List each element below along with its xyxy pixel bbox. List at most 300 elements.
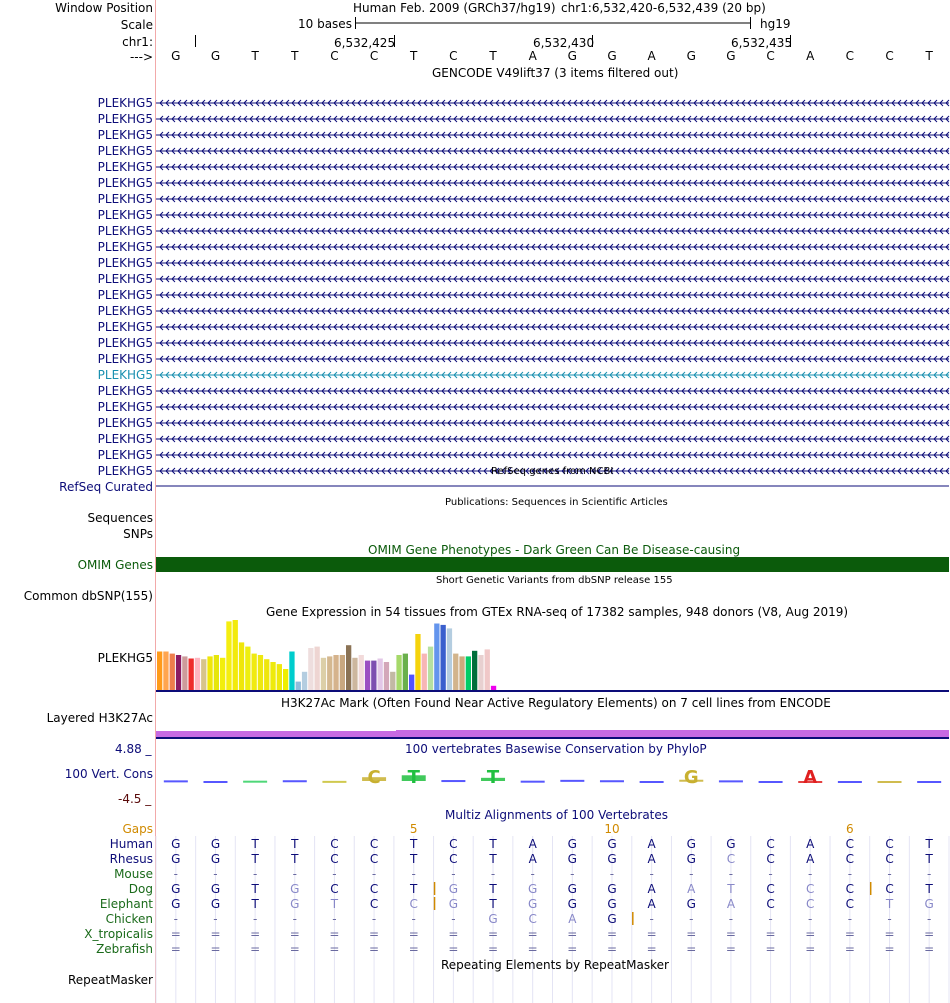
- aligned-base: C: [845, 837, 855, 851]
- aligned-base: =: [765, 927, 776, 941]
- aligned-base: T: [489, 852, 497, 866]
- dbsnp-label[interactable]: Common dbSNP(155): [23, 589, 153, 603]
- conservation-bar: [441, 780, 465, 782]
- repeatmasker-label[interactable]: RepeatMasker: [67, 973, 153, 987]
- conservation-bar: [322, 781, 346, 783]
- gtex-bar: [447, 628, 452, 690]
- aligned-base: A: [647, 882, 656, 896]
- gencode-row-label: PLEKHG5: [97, 448, 153, 462]
- sequence-base: G: [210, 49, 221, 63]
- aligned-base: G: [171, 837, 181, 851]
- aligned-base: -: [530, 867, 535, 881]
- aligned-base: G: [567, 852, 577, 866]
- aligned-base: G: [290, 897, 300, 911]
- aligned-base: -: [649, 867, 654, 881]
- conservation-bar: [203, 781, 227, 783]
- gencode-row-label: PLEKHG5: [97, 432, 153, 446]
- aligned-base: G: [210, 852, 221, 866]
- aligned-base: A: [726, 897, 736, 911]
- aligned-base: G: [488, 912, 498, 926]
- aligned-base: =: [646, 927, 657, 941]
- aligned-base: G: [607, 837, 617, 851]
- aligned-base: C: [449, 852, 458, 866]
- conservation-bar: [164, 780, 188, 782]
- aligned-base: T: [925, 837, 933, 851]
- db-label: hg19: [760, 17, 791, 31]
- sequence-base: A: [806, 49, 815, 63]
- aligned-base: G: [171, 882, 181, 896]
- aligned-base: -: [847, 912, 853, 926]
- gtex-bar: [491, 686, 496, 690]
- aligned-base: C: [766, 897, 775, 911]
- gtex-bar: [264, 659, 269, 690]
- sequence-base: C: [845, 49, 855, 63]
- publications-snps-label[interactable]: SNPs: [123, 527, 153, 541]
- aligned-base: C: [806, 882, 815, 896]
- conservation-bar: [283, 780, 307, 782]
- conservation-bar: [719, 780, 743, 782]
- aligned-base: G: [528, 897, 538, 911]
- aligned-base: =: [844, 927, 855, 941]
- aligned-base: C: [449, 837, 458, 851]
- multiz-gaps-label: Gaps: [122, 822, 153, 836]
- species-label: X_tropicalis: [84, 927, 153, 941]
- gtex-bar: [182, 656, 187, 690]
- aligned-base: C: [409, 897, 418, 911]
- aligned-base: T: [925, 852, 933, 866]
- gtex-bar: [214, 655, 219, 690]
- aligned-base: =: [289, 927, 300, 941]
- aligned-base: =: [924, 927, 935, 941]
- scale-label: Scale: [120, 18, 153, 32]
- aligned-base: C: [369, 852, 379, 866]
- gencode-row-label: PLEKHG5: [97, 336, 153, 350]
- h3k27ac-title[interactable]: H3K27Ac Mark (Often Found Near Active Regulatory Elements) on 7 cell lines from ENCODE: [281, 696, 831, 710]
- gencode-row-label: PLEKHG5: [97, 144, 153, 158]
- aligned-base: T: [489, 882, 497, 896]
- aligned-base: -: [411, 912, 416, 926]
- conservation-bar: [243, 781, 267, 783]
- h3k27ac-signal: [396, 730, 949, 737]
- chrom-label: chr1:: [122, 35, 153, 49]
- gtex-bar: [176, 655, 181, 690]
- gencode-row-label: PLEKHG5: [97, 256, 153, 270]
- aligned-base: C: [369, 882, 379, 896]
- aligned-base: -: [887, 867, 892, 881]
- gtex-bar: [315, 647, 320, 690]
- sequence-base: T: [251, 49, 259, 63]
- gtex-bar: [409, 675, 414, 690]
- conservation-logo: T: [407, 767, 420, 788]
- gtex-bar: [371, 661, 376, 690]
- aligned-base: G: [567, 882, 577, 896]
- aligned-base: =: [369, 942, 380, 956]
- aligned-base: -: [332, 867, 337, 881]
- aligned-base: -: [213, 912, 218, 926]
- aligned-base: A: [647, 837, 656, 851]
- aligned-base: =: [329, 942, 340, 956]
- aligned-base: -: [173, 912, 178, 926]
- gtex-bar: [258, 655, 263, 690]
- aligned-base: -: [292, 867, 297, 881]
- aligned-base: G: [171, 897, 181, 911]
- aligned-base: -: [689, 912, 694, 926]
- aligned-base: G: [607, 912, 617, 926]
- gtex-bar: [333, 655, 338, 690]
- aligned-base: T: [251, 897, 259, 911]
- aligned-base: =: [884, 927, 895, 941]
- aligned-base: -: [728, 912, 734, 926]
- aligned-base: =: [170, 927, 181, 941]
- conservation-bar: [759, 781, 783, 783]
- aligned-base: =: [924, 942, 935, 956]
- aligned-base: G: [448, 882, 459, 896]
- gencode-row-label: PLEKHG5: [97, 112, 153, 126]
- conservation-bar: [521, 781, 545, 783]
- aligned-base: -: [927, 912, 932, 926]
- gtex-title[interactable]: Gene Expression in 54 tissues from GTEx RNA-seq of 17382 samples, 948 donors (V8, Aug 2019): [266, 605, 849, 619]
- gtex-bar: [485, 649, 490, 690]
- aligned-base: C: [766, 852, 775, 866]
- aligned-base: -: [570, 867, 575, 881]
- aligned-base: =: [527, 942, 538, 956]
- gtex-bar: [233, 620, 238, 690]
- aligned-base: C: [845, 897, 855, 911]
- species-label: Dog: [128, 882, 153, 896]
- aligned-base: C: [330, 882, 339, 896]
- gtex-bar: [434, 624, 439, 691]
- aligned-base: -: [332, 912, 337, 926]
- gtex-bar: [390, 672, 395, 690]
- gtex-bar: [365, 661, 370, 690]
- gencode-row-label: PLEKHG5: [97, 400, 153, 414]
- sequence-base: C: [449, 49, 458, 63]
- publications-sequences-label[interactable]: Sequences: [87, 511, 153, 525]
- window-position-label: Window Position: [55, 1, 153, 15]
- gtex-bar: [277, 664, 282, 690]
- aligned-base: -: [927, 867, 932, 881]
- gtex-bar: [226, 621, 231, 690]
- species-label: Elephant: [99, 897, 153, 911]
- aligned-base: =: [527, 927, 538, 941]
- sequence-base: T: [925, 49, 933, 63]
- aligned-base: =: [408, 927, 419, 941]
- gtex-label[interactable]: PLEKHG5: [97, 651, 153, 665]
- aligned-base: C: [369, 897, 379, 911]
- aligned-base: T: [251, 882, 259, 896]
- sequence-base: G: [567, 49, 577, 63]
- species-label: Rhesus: [109, 852, 153, 866]
- aligned-base: G: [448, 897, 459, 911]
- tick-label: 6,532,435: [731, 36, 793, 50]
- aligned-base: G: [210, 882, 221, 896]
- aligned-base: =: [725, 927, 736, 941]
- aligned-base: =: [567, 942, 578, 956]
- aligned-base: A: [647, 897, 656, 911]
- conservation-bar: [600, 780, 624, 782]
- aligned-base: T: [251, 837, 259, 851]
- aligned-base: G: [567, 897, 577, 911]
- aligned-base: C: [330, 852, 339, 866]
- gtex-bar: [201, 659, 206, 690]
- sequence-base: G: [726, 49, 736, 63]
- aligned-base: C: [885, 837, 894, 851]
- conservation-min-label: -4.5 _: [118, 792, 152, 806]
- gtex-bar: [453, 654, 458, 690]
- gtex-bar: [415, 634, 420, 690]
- sequence-base: C: [766, 49, 775, 63]
- aligned-base: C: [766, 882, 775, 896]
- aligned-base: =: [170, 942, 181, 956]
- sequence-base: G: [686, 49, 696, 63]
- conservation-bar: [838, 781, 862, 783]
- aligned-base: G: [567, 837, 577, 851]
- gtex-bar: [170, 654, 175, 690]
- gencode-row-label: PLEKHG5: [97, 288, 153, 302]
- gtex-bar: [327, 656, 332, 690]
- aligned-base: G: [607, 852, 617, 866]
- gtex-bar: [459, 656, 464, 690]
- aligned-base: -: [609, 867, 615, 881]
- aligned-base: T: [291, 852, 299, 866]
- gencode-row-label: PLEKHG5: [97, 208, 153, 222]
- aligned-base: -: [173, 867, 178, 881]
- species-label: Chicken: [105, 912, 153, 926]
- aligned-base: A: [806, 852, 815, 866]
- aligned-base: =: [567, 927, 578, 941]
- aligned-base: -: [887, 912, 892, 926]
- aligned-base: T: [410, 852, 418, 866]
- refseq-title[interactable]: RefSeq genes from NCBI: [491, 466, 614, 477]
- aligned-base: -: [252, 912, 258, 926]
- gtex-bar: [163, 652, 168, 691]
- aligned-base: =: [884, 942, 895, 956]
- gtex-bar: [308, 648, 313, 690]
- aligned-base: -: [728, 867, 734, 881]
- aligned-base: -: [768, 867, 773, 881]
- aligned-base: =: [686, 942, 697, 956]
- aligned-base: =: [844, 942, 855, 956]
- aligned-base: -: [649, 912, 654, 926]
- aligned-base: =: [250, 927, 261, 941]
- aligned-base: =: [765, 942, 776, 956]
- gtex-bar: [289, 652, 294, 691]
- aligned-base: C: [806, 897, 815, 911]
- omim-label[interactable]: OMIM Genes: [77, 558, 153, 572]
- aligned-base: G: [607, 882, 617, 896]
- gtex-bar: [346, 645, 351, 690]
- gap-count: 10: [604, 822, 620, 836]
- aligned-base: T: [885, 897, 894, 911]
- aligned-base: =: [487, 942, 499, 956]
- conservation-max-label: 4.88 _: [115, 742, 152, 756]
- aligned-base: C: [369, 837, 379, 851]
- multiz-title[interactable]: Multiz Alignments of 100 Vertebrates: [445, 808, 669, 822]
- gencode-title[interactable]: GENCODE V49lift37 (3 items filtered out): [432, 66, 679, 80]
- h3k27ac-label[interactable]: Layered H3K27Ac: [46, 711, 153, 725]
- aligned-base: C: [885, 882, 894, 896]
- aligned-base: -: [371, 912, 377, 926]
- conservation-bar: [878, 781, 902, 783]
- gtex-bar: [384, 662, 389, 690]
- conservation-bar: [917, 781, 941, 783]
- aligned-base: C: [528, 912, 537, 926]
- aligned-base: G: [686, 897, 696, 911]
- sequence-base: G: [607, 49, 617, 63]
- aligned-base: C: [845, 852, 855, 866]
- gencode-row-label: PLEKHG5: [97, 304, 153, 318]
- gtex-bar: [252, 654, 257, 690]
- aligned-base: A: [528, 837, 537, 851]
- scale-text: 10 bases: [298, 17, 352, 31]
- gtex-bar: [195, 658, 200, 690]
- species-label: Human: [109, 837, 153, 851]
- gtex-bar: [441, 625, 446, 690]
- aligned-base: -: [689, 867, 694, 881]
- sequence-base: C: [885, 49, 894, 63]
- aligned-base: G: [210, 897, 221, 911]
- gtex-bar: [302, 672, 307, 690]
- gencode-row-label: PLEKHG5: [97, 224, 153, 238]
- conservation-title[interactable]: 100 vertebrates Basewise Conservation by PhyloP: [405, 742, 707, 756]
- aligned-base: =: [805, 942, 816, 956]
- position-text[interactable]: chr1:6,532,420-6,532,439 (20 bp): [561, 1, 766, 15]
- aligned-base: =: [606, 927, 617, 941]
- aligned-base: =: [289, 942, 300, 956]
- gtex-bar: [245, 647, 250, 690]
- refseq-label[interactable]: RefSeq Curated: [59, 480, 153, 494]
- gtex-bar: [296, 682, 301, 690]
- gencode-row-label: PLEKHG5: [97, 320, 153, 334]
- publications-title[interactable]: Publications: Sequences in Scientific Articles: [445, 497, 668, 508]
- gencode-row-label: PLEKHG5: [97, 384, 153, 398]
- gencode-row-label: PLEKHG5: [97, 176, 153, 190]
- aligned-base: -: [808, 867, 813, 881]
- aligned-base: =: [369, 927, 380, 941]
- gtex-bar: [403, 654, 408, 690]
- aligned-base: -: [490, 867, 496, 881]
- tick-label: 6,532,430: [533, 36, 595, 50]
- gtex-bar: [428, 647, 433, 690]
- sequence-base: T: [291, 49, 299, 63]
- gencode-row-label: PLEKHG5: [97, 240, 153, 254]
- repeatmasker-title[interactable]: Repeating Elements by RepeatMasker: [441, 958, 669, 972]
- gtex-bar: [352, 658, 357, 690]
- conservation-logo: G: [683, 767, 699, 788]
- aligned-base: T: [251, 852, 259, 866]
- sequence-base: T: [489, 49, 497, 63]
- gtex-bar: [283, 669, 288, 690]
- gtex-bar: [378, 659, 383, 691]
- aligned-base: =: [408, 942, 419, 956]
- aligned-base: -: [451, 867, 456, 881]
- aligned-base: -: [411, 867, 416, 881]
- aligned-base: C: [845, 882, 855, 896]
- gtex-bar: [396, 655, 401, 690]
- gtex-bar: [472, 651, 477, 690]
- aligned-base: T: [330, 897, 339, 911]
- h3k27ac-signal: [156, 731, 396, 737]
- sequence-base: C: [369, 49, 379, 63]
- aligned-base: -: [252, 867, 258, 881]
- aligned-base: =: [210, 942, 221, 956]
- aligned-base: A: [568, 912, 577, 926]
- aligned-base: A: [806, 837, 815, 851]
- conservation-bar: [640, 781, 664, 783]
- aligned-base: T: [925, 882, 933, 896]
- gencode-row-label: PLEKHG5: [97, 160, 153, 174]
- aligned-base: A: [528, 852, 537, 866]
- gencode-row-label: PLEKHG5: [97, 368, 153, 382]
- gap-count: 6: [846, 822, 854, 836]
- gtex-bar: [466, 656, 471, 690]
- conservation-label[interactable]: 100 Vert. Cons: [64, 767, 153, 781]
- aligned-base: G: [726, 837, 736, 851]
- aligned-base: T: [291, 837, 299, 851]
- omim-title[interactable]: OMIM Gene Phenotypes - Dark Green Can Be Disease-causing: [368, 543, 741, 557]
- aligned-base: G: [686, 837, 696, 851]
- gencode-row-label: PLEKHG5: [97, 416, 153, 430]
- dbsnp-title[interactable]: Short Genetic Variants from dbSNP release 155: [436, 575, 673, 586]
- aligned-base: T: [410, 882, 418, 896]
- aligned-base: C: [885, 852, 894, 866]
- assembly-text: Human Feb. 2009 (GRCh37/hg19): [353, 1, 556, 15]
- aligned-base: -: [213, 867, 218, 881]
- aligned-base: -: [292, 912, 297, 926]
- conservation-logo: T: [486, 767, 500, 788]
- aligned-base: =: [329, 927, 340, 941]
- aligned-base: -: [847, 867, 853, 881]
- aligned-base: -: [808, 912, 813, 926]
- gtex-bar: [207, 656, 212, 690]
- aligned-base: =: [606, 942, 617, 956]
- aligned-base: =: [725, 942, 736, 956]
- aligned-base: =: [448, 927, 459, 941]
- aligned-base: =: [487, 927, 499, 941]
- aligned-base: A: [687, 882, 696, 896]
- gencode-row-label: PLEKHG5: [97, 272, 153, 286]
- gtex-bar: [340, 655, 345, 690]
- sequence-base: A: [647, 49, 656, 63]
- aligned-base: -: [451, 912, 456, 926]
- aligned-base: G: [290, 882, 300, 896]
- aligned-base: G: [210, 837, 221, 851]
- aligned-base: T: [727, 882, 735, 896]
- aligned-base: =: [686, 927, 697, 941]
- aligned-base: =: [210, 927, 221, 941]
- aligned-base: C: [766, 837, 775, 851]
- tick-label: 6,532,425: [334, 36, 396, 50]
- aligned-base: T: [489, 837, 497, 851]
- gencode-row-label: PLEKHG5: [97, 352, 153, 366]
- aligned-base: =: [805, 927, 816, 941]
- species-label: Zebrafish: [96, 942, 153, 956]
- aligned-base: G: [607, 897, 617, 911]
- sequence-base: G: [171, 49, 181, 63]
- conservation-logo: C: [367, 767, 381, 788]
- gencode-row-label: PLEKHG5: [97, 128, 153, 142]
- aligned-base: =: [250, 942, 261, 956]
- gtex-bar: [422, 654, 427, 690]
- gencode-row-label: PLEKHG5: [97, 464, 153, 478]
- aligned-base: A: [647, 852, 656, 866]
- aligned-base: -: [371, 867, 377, 881]
- conservation-bar: [560, 780, 584, 782]
- aligned-base: -: [768, 912, 773, 926]
- strand-label: --->: [129, 50, 153, 64]
- aligned-base: T: [489, 897, 497, 911]
- gtex-bar: [270, 662, 275, 690]
